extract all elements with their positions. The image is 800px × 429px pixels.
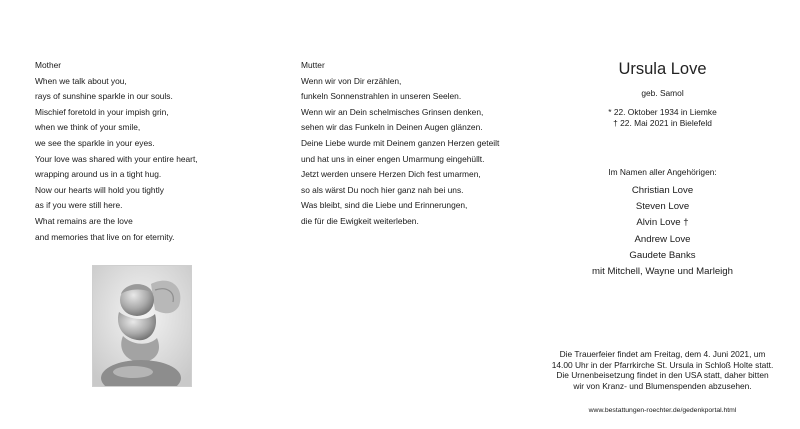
relatives-list <box>540 183 785 278</box>
relative-name: Alvin Love † <box>636 217 689 229</box>
poem-title: Mutter <box>301 60 325 70</box>
birth-date: * 22. Oktober 1934 in Liemke <box>608 107 717 117</box>
life-dates <box>540 107 785 128</box>
poem-german <box>301 58 499 230</box>
deceased-name: Ursula Love <box>618 60 707 78</box>
poem-line: and memories that live on for eternity. <box>35 231 175 242</box>
poem-line: When we talk about you, <box>35 75 127 86</box>
notice-line: Die Urnenbeisetzung findet in den USA statt, daher bitten <box>556 370 769 381</box>
funeral-notice <box>540 349 785 391</box>
poem-line: Mischief foretold in your impish grin, <box>35 106 169 117</box>
poem-line: so als wärst Du noch hier ganz nah bei uns. <box>301 184 464 195</box>
relatives-intro: Im Namen aller Angehörigen: <box>608 167 717 177</box>
poem-title: Mother <box>35 60 62 70</box>
poem-line: funkeln Sonnenstrahlen in unseren Seelen. <box>301 91 462 102</box>
poem-line: Wenn wir von Dir erzählen, <box>301 75 402 86</box>
maiden-name: geb. Samol <box>641 88 684 98</box>
angel-statue-icon <box>93 266 191 386</box>
notice-line: wir von Kranz- und Blumenspenden abzusehen. <box>573 380 752 391</box>
poem-line: Now our hearts will hold you tightly <box>35 184 164 195</box>
relative-name: Christian Love <box>631 185 694 196</box>
poem-line: die für die Ewigkeit weiterleben. <box>301 215 419 226</box>
relative-name: Andrew Love <box>634 233 691 245</box>
poem-english <box>35 58 198 245</box>
poem-line: as if you were still here. <box>35 200 123 211</box>
angel-photo <box>92 265 192 387</box>
poem-line: rays of sunshine sparkle in our souls. <box>35 91 173 102</box>
poem-line: What remains are the love <box>35 215 133 226</box>
poem-line: we see the sparkle in your eyes. <box>35 137 155 148</box>
poem-line: und hat uns in einer engen Umarmung eingehüllt. <box>301 153 485 164</box>
poem-line: Wenn wir an Dein schelmisches Grinsen denken, <box>301 106 484 117</box>
relative-extra: mit Mitchell, Wayne und Marleigh <box>592 266 733 278</box>
poem-line: when we think of your smile, <box>35 122 141 133</box>
poem-line: Was bleibt, sind die Liebe und Erinnerungen, <box>301 200 468 211</box>
poem-line: Jetzt werden unsere Herzen Dich fest umarmen, <box>301 169 481 180</box>
notice-line: Die Trauerfeier findet am Freitag, dem 4. Juni 2021, um <box>559 349 766 359</box>
poem-line: wrapping around us in a tight hug. <box>35 169 162 180</box>
poem-line: Deine Liebe wurde mit Deinem ganzen Herzen geteilt <box>301 137 500 148</box>
death-date: † 22. Mai 2021 in Bielefeld <box>613 117 712 128</box>
notice-line: 14.00 Uhr in der Pfarrkirche St. Ursula in Schloß Holte statt. <box>551 359 774 370</box>
relative-name: Gaudete Banks <box>629 249 696 261</box>
poem-line: sehen wir das Funkeln in Deinen Augen glänzen. <box>301 122 483 133</box>
relative-name: Steven Love <box>635 201 690 213</box>
memorial-url: www.bestattungen-roechter.de/gedenkportal.html <box>588 407 737 414</box>
poem-line: Your love was shared with your entire heart, <box>35 153 198 164</box>
